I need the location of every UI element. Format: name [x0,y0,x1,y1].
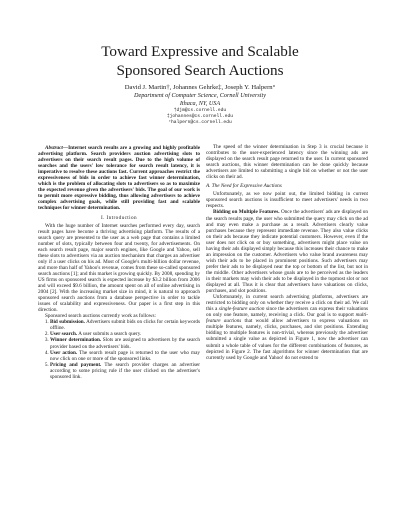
right-paragraph-2: Unfortunately, as we now point out, the limited bidding in current sponsored search auctions is insufficient to meet advertisers' needs in two respects. [206,191,368,210]
step-label: User action. [50,349,78,356]
abstract-lead: Abstract— [45,145,69,151]
paragraph-lead: Bidding on Multiple Features. [213,209,280,216]
intro-paragraph-1: With the huge number of Internet searches performed every day, search result pages have become a thriving advertising platform. The results of a search query are presented to the user as a web page that contains a limited number of slots, typically between four and twenty, for advertisements. On each search result page, major search engines, like Google and Yahoo, sell these slots to advertisers via an auction mechanism that charges an advertiser only if a user clicks on his ad. Most of Google's multi-billion dollar revenue, and more than half of Yahoo's revenue, comes from these so-called sponsored search auctions [1]; and this market is growing quickly. By 2008, spending by US firms on sponsored search is expected increase by $3.2 billion from 2006 and will exceed $9.6 billion, the amount spent on all of online advertising in 2004 [2]. With the increasing market size in mind, it is natural to approach sponsored search auctions from a database perspective in order to tackle issues of scalability and expressiveness. Our paper is a first step in this direction. [38,222,200,314]
right-paragraph-4 [206,294,368,361]
title-line-1: Toward Expressive and Scalable [101,43,299,60]
section-heading-introduction: I. Introduction [101,214,137,221]
title-line-2: Sponsored Search Auctions [116,62,284,79]
step-text: The search result page is returned to the user who may now click on one or more of the sponsored links. [50,349,200,362]
abstract-body: Internet search results are a growing and highly profitable advertising platform. Search providers auction advertising slots to advertisers on their search result pages. Due to the high volume of searches and the users' low tolerance for search result latency, it is imperative to resolve these auctions fast. Current approaches restrict the expressiveness of bids in order to achieve fast winner determination, which is the problem of allocating slots to advertisers so as to maximize the expected revenue given the advertisers' bids. The goal of our work is to permit more expressive bidding, thus allowing advertisers to achieve complex advertising goals, while still providing fast and scalable techniques for winner determination. [38,145,200,212]
email-2: ‡johannes@cs.cornell.edu [166,114,234,119]
auction-steps-list [38,319,200,379]
step-text: Advertisers submit bids on clicks for certain keywords offline. [50,319,201,332]
list-item [50,362,200,380]
intro-paragraph-2: Sponsored search auctions currently work as follows: [45,313,156,320]
location: Ithaca, NY, USA [179,100,221,107]
right-column [206,144,368,361]
emphasis-term: multi-feature auctions [206,312,368,325]
step-label: Winner determination. [50,337,102,344]
list-item [50,337,200,349]
step-label: Pricing and payment. [50,361,102,368]
email-1: †djm@cs.cornell.edu [173,108,227,113]
right-paragraph-1: The speed of the winner determination in Step 3 is crucial because it contributes to the user-experienced latency since the winning ads are displayed on the search result page returned to the user. In current sponsored search auctions, this winner determination can be done quickly because advertisers are limited to submitting a single bid on whether or not the user clicks on their ad. [206,144,368,181]
paragraph-body: Once the advertisers' ads are displayed on the search results page, the user who submitted the query may click on the ad and may even make a purchase as a result. Advertisers clearly value purchases because they represent immediate revenue. They also value clicks on their ads because they indicate potential customers. However, even if the user does not click on or buy something, advertisers might place value on having their ads displayed simply because this increases their chance to make an impression on the customer. Advertisers who value brand awareness may wish their ads to be placed in prominent positions. Such advertisers may prefer their ads to be displayed near the top or bottom of the list, but not in the middle. Other advertisers whose goals are to be perceived as the leaders in their markets may wish their ads to be displayed in the topmost slot or not displayed at all. Thus it is clear that advertisers have valuations on clicks, purchases, and slot positions. [206,209,368,295]
step-label: Bid submission. [50,319,85,326]
department: Department of Computer Science, Cornell University [134,92,266,99]
step-label: User search. [50,331,78,338]
author-names: David J. Martin†, Johannes Gehrke‡, Joseph Y. Halpern° [124,84,276,91]
subsection-heading: A. The Need for Expressive Auctions [206,183,282,190]
list-item [50,319,200,331]
emphasis-term: single-feature auction [218,306,265,313]
paragraph-text: since the advertisers can express their valuations on only one feature, namely, receiving a click. Our goal is to support [206,306,368,319]
abstract [38,145,200,212]
step-text: The search provider charges an advertiser according to some pricing rule if the user clicked on the advertiser's sponsored link. [50,361,200,380]
step-text: Slots are assigned to advertisers by the search provider based on the advertisers' bids. [50,337,200,350]
step-text: A user submits a search query. [77,331,142,338]
paper-title [0,42,400,80]
list-item [50,350,200,362]
right-paragraph-3 [206,209,368,294]
paragraph-text: Unfortunately, in current search advertising platforms, advertisers are restricted to bidding only on whether they receive a click on their ad. We call this a [206,294,368,313]
left-column [38,145,200,380]
email-3: °halpern@cs.cornell.edu [168,120,232,125]
paragraph-text: that would allow advertisers to express valuations on multiple features, namely, clicks, purchases, and slot positions. Extending bidding to multiple features is non-trivial, whereas previously the advertiser submitted a single value as depicted in Figure 1, now the advertiser can submit a whole table of values for the different combinations of features, as depicted in Figure 2. The fast algorithms for winner determination that are currently used by Google and Yahoo! do not extend to [206,318,368,361]
author-block [0,83,400,126]
